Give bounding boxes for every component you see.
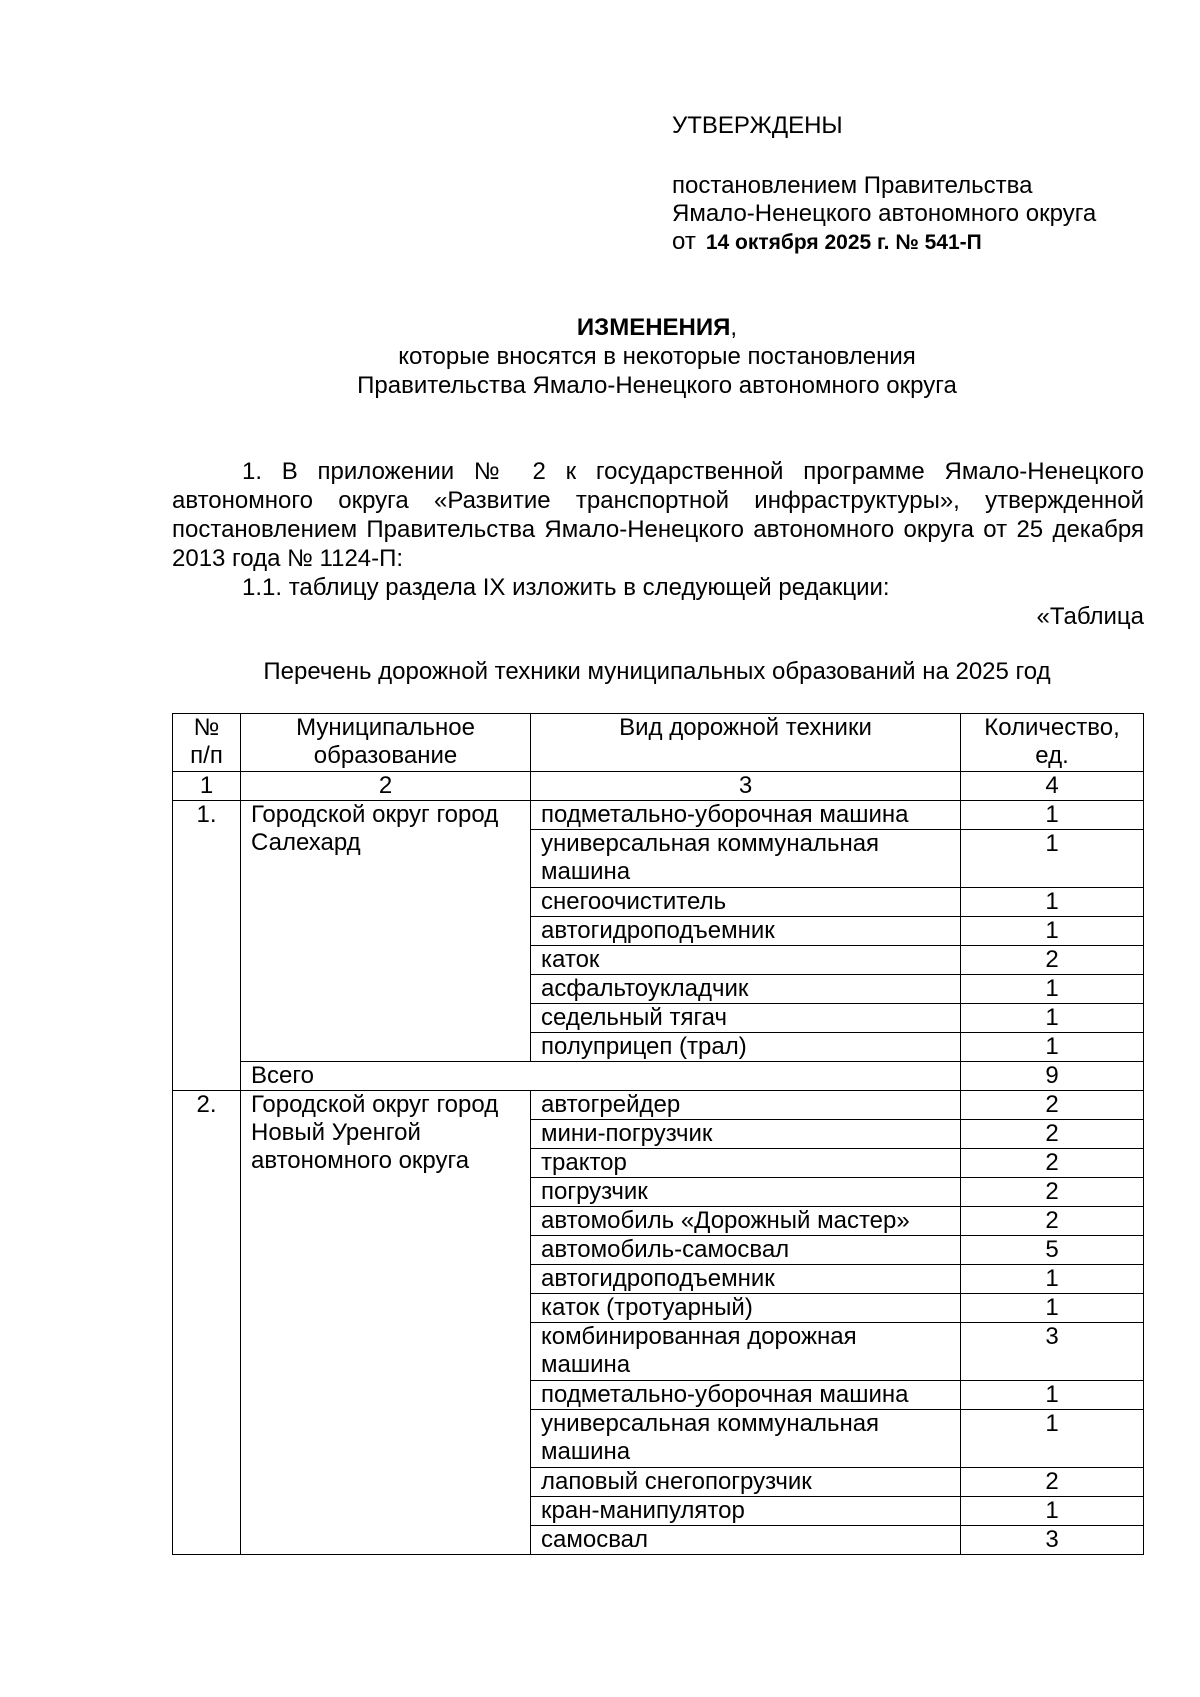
total-row <box>173 1062 1144 1091</box>
equipment-qty: 2 <box>961 1120 1144 1149</box>
equipment-name: погрузчик <box>531 1178 961 1207</box>
heading-title: ИЗМЕНЕНИЯ <box>576 314 731 341</box>
equipment-qty: 1 <box>961 1294 1144 1323</box>
table-header-row <box>173 714 1144 772</box>
col-number-4: 4 <box>961 772 1144 801</box>
approved-label: УТВЕРЖДЕНЫ <box>672 112 843 139</box>
equipment-name: мини-погрузчик <box>531 1120 961 1149</box>
table-label: «Таблица <box>1036 603 1144 630</box>
equipment-name: самосвал <box>531 1526 961 1555</box>
equipment-name: подметально-уборочная машина <box>531 1381 961 1410</box>
equipment-name: седельный тягач <box>531 1004 961 1033</box>
equipment-qty: 1 <box>961 1004 1144 1033</box>
body-text <box>172 457 1144 631</box>
equipment-name: трактор <box>531 1149 961 1178</box>
approval-date-line <box>672 228 1096 257</box>
municipality-name: Городской округ город Салехард <box>241 801 531 1062</box>
equipment-name: автомобиль «Дорожный мастер» <box>531 1207 961 1236</box>
equipment-name: каток <box>531 946 961 975</box>
equipment-qty: 2 <box>961 1178 1144 1207</box>
heading-title-comma: , <box>730 314 738 341</box>
equipment-qty: 3 <box>961 1526 1144 1555</box>
equipment-name: универсальная коммунальная машина <box>531 1410 961 1468</box>
equipment-qty: 3 <box>961 1323 1144 1381</box>
header-num: № п/п <box>173 714 241 772</box>
equipment-qty: 1 <box>961 888 1144 917</box>
equipment-name: кран-манипулятор <box>531 1497 961 1526</box>
equipment-name: автогидроподъемник <box>531 1265 961 1294</box>
equipment-name: асфальтоукладчик <box>531 975 961 1004</box>
group-number: 1. <box>173 801 241 1091</box>
equipment-qty: 1 <box>961 801 1144 830</box>
equipment-name: каток (тротуарный) <box>531 1294 961 1323</box>
approval-line-1: постановлением Правительства <box>672 172 1033 199</box>
municipality-name: Городской округ город Новый Уренгой автономного округа <box>241 1091 531 1555</box>
decree-date-number: 14 октября 2025 г. № 541-П <box>705 231 982 254</box>
equipment-name: подметально-уборочная машина <box>531 801 961 830</box>
equipment-name: универсальная коммунальная машина <box>531 830 961 888</box>
header-equipment-type: Вид дорожной техники <box>531 714 961 772</box>
equipment-qty: 2 <box>961 1468 1144 1497</box>
equipment-name: автомобиль-самосвал <box>531 1236 961 1265</box>
header-municipality: Муниципальное образование <box>241 714 531 772</box>
heading-title-line <box>172 313 1142 342</box>
equipment-name: автогрейдер <box>531 1091 961 1120</box>
paragraph-1-1: 1.1. таблицу раздела IX изложить в следующей редакции: <box>242 574 890 601</box>
equipment-qty: 1 <box>961 917 1144 946</box>
group-number: 2. <box>173 1091 241 1555</box>
col-number-3: 3 <box>531 772 961 801</box>
document-heading <box>172 313 1142 400</box>
equipment-qty: 1 <box>961 1033 1144 1062</box>
heading-subtitle-2: Правительства Ямало-Ненецкого автономного округа <box>357 372 957 399</box>
equipment-qty: 1 <box>961 975 1144 1004</box>
header-quantity: Количество, ед. <box>961 714 1144 772</box>
equipment-qty: 5 <box>961 1236 1144 1265</box>
equipment-qty: 1 <box>961 1381 1144 1410</box>
table-row <box>173 801 1144 830</box>
equipment-name: полуприцеп (трал) <box>531 1033 961 1062</box>
heading-subtitle-1: которые вносятся в некоторые постановления <box>398 343 916 370</box>
equipment-qty: 1 <box>961 830 1144 888</box>
equipment-qty: 1 <box>961 1265 1144 1294</box>
col-number-1: 1 <box>173 772 241 801</box>
equipment-name: комбинированная дорожная машина <box>531 1323 961 1381</box>
equipment-qty: 2 <box>961 1207 1144 1236</box>
total-value: 9 <box>961 1062 1144 1091</box>
equipment-name: автогидроподъемник <box>531 917 961 946</box>
table-row <box>173 1091 1144 1120</box>
approval-line-2: Ямало-Ненецкого автономного округа <box>672 200 1097 227</box>
column-number-row <box>173 772 1144 801</box>
equipment-qty: 1 <box>961 1497 1144 1526</box>
equipment-table <box>172 713 1144 1555</box>
equipment-qty: 1 <box>961 1410 1144 1468</box>
col-number-2: 2 <box>241 772 531 801</box>
approval-block <box>672 112 1096 257</box>
equipment-qty: 2 <box>961 1149 1144 1178</box>
equipment-name: снегоочиститель <box>531 888 961 917</box>
equipment-qty: 2 <box>961 946 1144 975</box>
paragraph-1: 1. В приложении № 2 к государственной программе Ямало-Ненецкого автономного округа «Развитие транспортной инфраструктуры», утвержденной постановлением Правительства Ямало-Ненецкого автономного округа от 25 декабря 2013 года № 1124-П: <box>172 458 1144 572</box>
equipment-name: лаповый снегопогрузчик <box>531 1468 961 1497</box>
date-prefix: от <box>672 228 696 255</box>
total-label: Всего <box>241 1062 961 1091</box>
table-caption: Перечень дорожной техники муниципальных образований на 2025 год <box>263 658 1051 685</box>
equipment-qty: 2 <box>961 1091 1144 1120</box>
